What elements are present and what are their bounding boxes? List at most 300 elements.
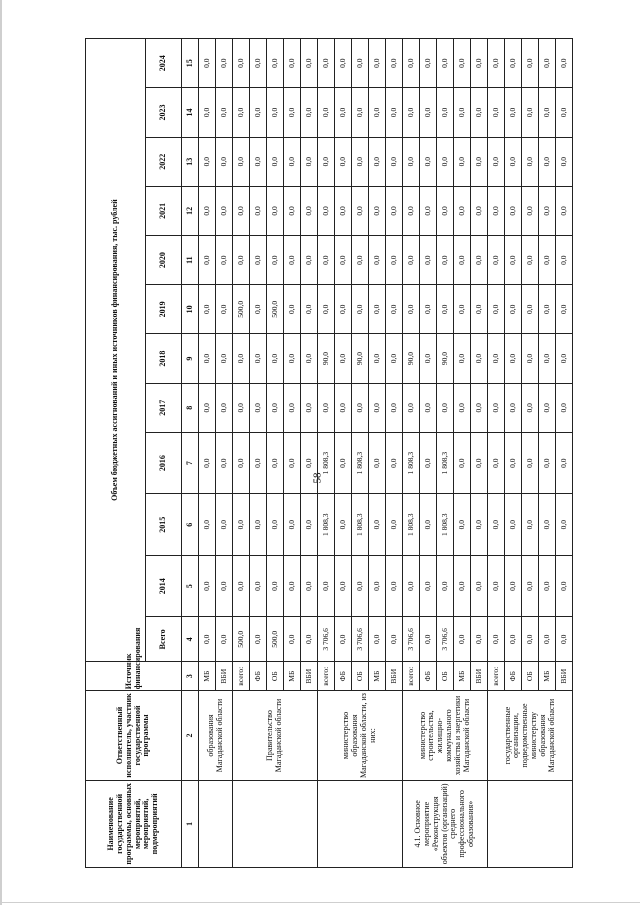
total-cell: 3 706,6 <box>403 617 420 662</box>
value-cell: 0,0 <box>556 285 573 334</box>
value-cell: 0,0 <box>250 39 267 88</box>
value-cell: 0,0 <box>539 334 556 383</box>
value-cell: 0,0 <box>386 334 403 383</box>
value-cell: 0,0 <box>403 555 420 617</box>
value-cell: 0,0 <box>199 494 216 556</box>
value-cell: 0,0 <box>369 39 386 88</box>
value-cell: 0,0 <box>471 555 488 617</box>
total-cell: 0,0 <box>505 617 522 662</box>
event-name-cell <box>199 780 233 867</box>
total-cell: 3 706,6 <box>318 617 335 662</box>
value-cell: 0,0 <box>386 88 403 137</box>
total-cell: 500,0 <box>267 617 284 662</box>
value-cell: 0,0 <box>556 88 573 137</box>
value-cell: 0,0 <box>369 186 386 235</box>
value-cell: 0,0 <box>250 494 267 556</box>
value-cell: 0,0 <box>471 334 488 383</box>
value-cell: 0,0 <box>386 432 403 494</box>
value-cell: 0,0 <box>284 88 301 137</box>
value-cell: 0,0 <box>267 494 284 556</box>
value-cell: 0,0 <box>335 285 352 334</box>
value-cell: 0,0 <box>471 186 488 235</box>
value-cell: 0,0 <box>471 88 488 137</box>
value-cell: 1 808,3 <box>318 494 335 556</box>
total-cell: 0,0 <box>488 617 505 662</box>
value-cell: 0,0 <box>369 555 386 617</box>
value-cell: 0,0 <box>250 285 267 334</box>
header-name: Наименование государственной программы, основных мероприятий, мероприятий, подмероприятий <box>86 780 182 867</box>
value-cell: 0,0 <box>539 137 556 186</box>
value-cell: 0,0 <box>454 383 471 432</box>
value-cell: 0,0 <box>420 285 437 334</box>
value-cell: 0,0 <box>556 236 573 285</box>
value-cell: 0,0 <box>403 39 420 88</box>
value-cell: 0,0 <box>250 383 267 432</box>
source-cell: ФБ <box>335 662 352 691</box>
value-cell: 0,0 <box>539 555 556 617</box>
value-cell: 0,0 <box>420 383 437 432</box>
value-cell: 0,0 <box>369 285 386 334</box>
value-cell: 0,0 <box>250 186 267 235</box>
source-cell: МБ <box>539 662 556 691</box>
executor-cell: образования Магаданской области <box>199 691 233 780</box>
source-cell: всего: <box>233 662 250 691</box>
value-cell: 0,0 <box>420 39 437 88</box>
total-cell: 3 706,6 <box>437 617 454 662</box>
value-cell: 0,0 <box>539 432 556 494</box>
value-cell: 0,0 <box>352 555 369 617</box>
value-cell: 0,0 <box>556 383 573 432</box>
table-row <box>403 39 420 868</box>
total-cell: 0,0 <box>454 617 471 662</box>
value-cell: 0,0 <box>301 186 318 235</box>
value-cell: 0,0 <box>403 137 420 186</box>
column-number: 13 <box>182 137 199 186</box>
value-cell: 0,0 <box>369 432 386 494</box>
value-cell: 0,0 <box>301 137 318 186</box>
source-cell: ОБ <box>522 662 539 691</box>
value-cell: 0,0 <box>199 88 216 137</box>
table-row <box>488 39 505 868</box>
value-cell: 0,0 <box>471 383 488 432</box>
value-cell: 0,0 <box>437 39 454 88</box>
value-cell: 0,0 <box>386 555 403 617</box>
value-cell: 0,0 <box>301 494 318 556</box>
page-number: 58 <box>311 472 324 484</box>
value-cell: 0,0 <box>352 137 369 186</box>
value-cell: 0,0 <box>556 555 573 617</box>
value-cell: 0,0 <box>386 186 403 235</box>
value-cell: 0,0 <box>301 285 318 334</box>
value-cell: 0,0 <box>199 285 216 334</box>
value-cell: 0,0 <box>301 334 318 383</box>
column-number: 9 <box>182 334 199 383</box>
value-cell: 0,0 <box>539 494 556 556</box>
total-cell: 0,0 <box>471 617 488 662</box>
executor-cell: министерство строительства, жилищно-коммунального хозяйства и энергетики Магаданской области <box>403 691 488 780</box>
source-cell: ВБИ <box>556 662 573 691</box>
value-cell: 1 808,3 <box>403 432 420 494</box>
event-name-cell <box>488 780 573 867</box>
column-number: 3 <box>182 662 199 691</box>
value-cell: 0,0 <box>233 334 250 383</box>
budget-table <box>85 38 573 868</box>
value-cell: 0,0 <box>454 555 471 617</box>
value-cell: 0,0 <box>216 137 233 186</box>
source-cell: ВБИ <box>471 662 488 691</box>
header-source: Источник финансирования <box>86 662 182 691</box>
value-cell: 0,0 <box>267 137 284 186</box>
table-row <box>318 39 335 868</box>
value-cell: 1 808,3 <box>403 494 420 556</box>
value-cell: 0,0 <box>335 186 352 235</box>
source-cell: ВБИ <box>386 662 403 691</box>
value-cell: 0,0 <box>335 39 352 88</box>
column-number: 8 <box>182 383 199 432</box>
value-cell: 0,0 <box>369 88 386 137</box>
value-cell: 0,0 <box>556 494 573 556</box>
value-cell: 0,0 <box>335 494 352 556</box>
value-cell: 0,0 <box>386 236 403 285</box>
value-cell: 0,0 <box>454 432 471 494</box>
value-cell: 0,0 <box>420 555 437 617</box>
value-cell: 0,0 <box>454 186 471 235</box>
value-cell: 0,0 <box>335 88 352 137</box>
source-cell: ВБИ <box>216 662 233 691</box>
source-cell: ОБ <box>267 662 284 691</box>
column-number: 12 <box>182 186 199 235</box>
value-cell: 0,0 <box>318 555 335 617</box>
value-cell: 0,0 <box>335 383 352 432</box>
value-cell: 0,0 <box>335 137 352 186</box>
value-cell: 0,0 <box>437 555 454 617</box>
value-cell: 0,0 <box>284 383 301 432</box>
value-cell: 0,0 <box>420 88 437 137</box>
source-cell: МБ <box>369 662 386 691</box>
total-cell: 0,0 <box>386 617 403 662</box>
value-cell: 0,0 <box>301 432 318 494</box>
value-cell: 0,0 <box>250 555 267 617</box>
event-name-cell <box>318 780 403 867</box>
value-cell: 0,0 <box>471 236 488 285</box>
value-cell: 0,0 <box>318 236 335 285</box>
value-cell: 0,0 <box>420 432 437 494</box>
source-cell: ФБ <box>250 662 267 691</box>
column-number: 1 <box>182 780 199 867</box>
value-cell: 0,0 <box>437 285 454 334</box>
value-cell: 500,0 <box>267 285 284 334</box>
value-cell: 0,0 <box>335 555 352 617</box>
event-name-cell: 4.1. Основное мероприятие «Реконструкция объектов (организаций) среднего профессионального образования» <box>403 780 488 867</box>
value-cell: 0,0 <box>233 383 250 432</box>
value-cell: 0,0 <box>267 383 284 432</box>
header-executor: Ответственный исполнитель, участник государственной программы <box>86 691 182 780</box>
total-cell: 0,0 <box>539 617 556 662</box>
value-cell: 0,0 <box>352 236 369 285</box>
value-cell: 0,0 <box>403 285 420 334</box>
value-cell: 0,0 <box>420 494 437 556</box>
total-cell: 500,0 <box>233 617 250 662</box>
value-cell: 0,0 <box>267 555 284 617</box>
value-cell: 0,0 <box>539 383 556 432</box>
value-cell: 0,0 <box>352 88 369 137</box>
value-cell: 0,0 <box>216 186 233 235</box>
value-cell: 0,0 <box>522 88 539 137</box>
value-cell: 0,0 <box>250 236 267 285</box>
value-cell: 0,0 <box>488 432 505 494</box>
value-cell: 0,0 <box>437 88 454 137</box>
value-cell: 0,0 <box>369 383 386 432</box>
value-cell: 0,0 <box>522 285 539 334</box>
value-cell: 0,0 <box>420 186 437 235</box>
value-cell: 0,0 <box>505 285 522 334</box>
value-cell: 0,0 <box>522 137 539 186</box>
source-cell: ОБ <box>437 662 454 691</box>
value-cell: 0,0 <box>284 334 301 383</box>
value-cell: 0,0 <box>556 432 573 494</box>
source-cell: всего: <box>403 662 420 691</box>
value-cell: 0,0 <box>352 186 369 235</box>
value-cell: 0,0 <box>522 236 539 285</box>
header-year: 2024 <box>146 39 182 88</box>
value-cell: 0,0 <box>488 88 505 137</box>
value-cell: 0,0 <box>301 555 318 617</box>
value-cell: 90,0 <box>437 334 454 383</box>
value-cell: 0,0 <box>318 88 335 137</box>
value-cell: 0,0 <box>556 186 573 235</box>
value-cell: 0,0 <box>284 555 301 617</box>
value-cell: 0,0 <box>216 494 233 556</box>
value-cell: 0,0 <box>216 383 233 432</box>
value-cell: 0,0 <box>437 383 454 432</box>
value-cell: 0,0 <box>505 186 522 235</box>
value-cell: 0,0 <box>352 39 369 88</box>
value-cell: 0,0 <box>556 334 573 383</box>
value-cell: 0,0 <box>216 555 233 617</box>
value-cell: 0,0 <box>420 236 437 285</box>
value-cell: 0,0 <box>233 137 250 186</box>
value-cell: 0,0 <box>199 137 216 186</box>
header-volume: Объем бюджетных ассигнований и иных источников финансирования, тыс. рублей <box>86 39 146 662</box>
event-name-cell <box>233 780 318 867</box>
value-cell: 0,0 <box>522 334 539 383</box>
value-cell: 0,0 <box>301 236 318 285</box>
value-cell: 0,0 <box>522 494 539 556</box>
value-cell: 0,0 <box>233 432 250 494</box>
value-cell: 0,0 <box>267 39 284 88</box>
value-cell: 0,0 <box>386 383 403 432</box>
table-row <box>233 39 250 868</box>
total-cell: 0,0 <box>250 617 267 662</box>
value-cell: 0,0 <box>284 186 301 235</box>
value-cell: 0,0 <box>284 236 301 285</box>
value-cell: 0,0 <box>454 88 471 137</box>
total-cell: 0,0 <box>556 617 573 662</box>
value-cell: 0,0 <box>522 432 539 494</box>
total-cell: 0,0 <box>335 617 352 662</box>
value-cell: 0,0 <box>199 555 216 617</box>
value-cell: 0,0 <box>352 383 369 432</box>
value-cell: 0,0 <box>284 137 301 186</box>
value-cell: 0,0 <box>233 186 250 235</box>
column-number: 7 <box>182 432 199 494</box>
scan-edge-bottom <box>0 902 640 903</box>
value-cell: 0,0 <box>369 236 386 285</box>
value-cell: 0,0 <box>505 432 522 494</box>
value-cell: 0,0 <box>420 334 437 383</box>
source-cell: всего: <box>318 662 335 691</box>
value-cell: 0,0 <box>539 236 556 285</box>
total-cell: 0,0 <box>369 617 386 662</box>
value-cell: 0,0 <box>556 137 573 186</box>
value-cell: 0,0 <box>522 383 539 432</box>
column-number: 5 <box>182 555 199 617</box>
column-number: 11 <box>182 236 199 285</box>
value-cell: 0,0 <box>471 285 488 334</box>
value-cell: 0,0 <box>318 383 335 432</box>
value-cell: 0,0 <box>216 88 233 137</box>
value-cell: 0,0 <box>267 186 284 235</box>
value-cell: 0,0 <box>386 285 403 334</box>
column-number: 6 <box>182 494 199 556</box>
value-cell: 0,0 <box>522 186 539 235</box>
value-cell: 0,0 <box>539 186 556 235</box>
column-number: 10 <box>182 285 199 334</box>
value-cell: 0,0 <box>539 39 556 88</box>
budget-body <box>199 39 573 868</box>
value-cell: 0,0 <box>267 236 284 285</box>
value-cell: 0,0 <box>369 137 386 186</box>
value-cell: 0,0 <box>471 494 488 556</box>
value-cell: 0,0 <box>454 494 471 556</box>
value-cell: 0,0 <box>233 494 250 556</box>
value-cell: 0,0 <box>437 186 454 235</box>
value-cell: 0,0 <box>471 39 488 88</box>
source-cell: ФБ <box>420 662 437 691</box>
header-year: 2022 <box>146 137 182 186</box>
header-year: 2014 <box>146 555 182 617</box>
total-cell: 0,0 <box>216 617 233 662</box>
value-cell: 0,0 <box>403 186 420 235</box>
source-cell: ФБ <box>505 662 522 691</box>
value-cell: 0,0 <box>233 555 250 617</box>
value-cell: 0,0 <box>233 88 250 137</box>
value-cell: 0,0 <box>488 236 505 285</box>
value-cell: 0,0 <box>250 88 267 137</box>
value-cell: 1 808,3 <box>437 494 454 556</box>
value-cell: 500,0 <box>233 285 250 334</box>
value-cell: 0,0 <box>318 137 335 186</box>
value-cell: 0,0 <box>488 334 505 383</box>
rotated-page <box>85 38 625 868</box>
value-cell: 0,0 <box>403 383 420 432</box>
value-cell: 0,0 <box>505 334 522 383</box>
total-cell: 0,0 <box>284 617 301 662</box>
header-year: 2023 <box>146 88 182 137</box>
value-cell: 0,0 <box>318 39 335 88</box>
value-cell: 0,0 <box>199 432 216 494</box>
value-cell: 0,0 <box>267 432 284 494</box>
value-cell: 0,0 <box>437 236 454 285</box>
value-cell: 0,0 <box>386 494 403 556</box>
value-cell: 90,0 <box>352 334 369 383</box>
value-cell: 0,0 <box>233 236 250 285</box>
total-cell: 0,0 <box>199 617 216 662</box>
value-cell: 0,0 <box>216 39 233 88</box>
value-cell: 0,0 <box>505 88 522 137</box>
value-cell: 0,0 <box>233 39 250 88</box>
value-cell: 0,0 <box>352 285 369 334</box>
total-cell: 0,0 <box>420 617 437 662</box>
value-cell: 0,0 <box>386 137 403 186</box>
value-cell: 0,0 <box>216 236 233 285</box>
value-cell: 0,0 <box>488 383 505 432</box>
value-cell: 90,0 <box>318 334 335 383</box>
value-cell: 0,0 <box>284 39 301 88</box>
value-cell: 0,0 <box>403 88 420 137</box>
header-year: 2016 <box>146 432 182 494</box>
value-cell: 0,0 <box>505 39 522 88</box>
source-cell: МБ <box>199 662 216 691</box>
value-cell: 0,0 <box>301 39 318 88</box>
value-cell: 0,0 <box>454 137 471 186</box>
column-number: 2 <box>182 691 199 780</box>
value-cell: 0,0 <box>437 137 454 186</box>
value-cell: 0,0 <box>369 334 386 383</box>
value-cell: 0,0 <box>488 494 505 556</box>
value-cell: 0,0 <box>301 88 318 137</box>
value-cell: 0,0 <box>199 334 216 383</box>
value-cell: 0,0 <box>505 137 522 186</box>
value-cell: 1 808,3 <box>318 432 335 494</box>
value-cell: 0,0 <box>250 432 267 494</box>
header-year: 2020 <box>146 236 182 285</box>
executor-cell: Правительство Магаданской области <box>233 691 318 780</box>
value-cell: 90,0 <box>403 334 420 383</box>
value-cell: 0,0 <box>539 285 556 334</box>
value-cell: 0,0 <box>267 88 284 137</box>
value-cell: 0,0 <box>454 236 471 285</box>
header-year: 2021 <box>146 186 182 235</box>
column-number: 4 <box>182 617 199 662</box>
value-cell: 0,0 <box>386 39 403 88</box>
value-cell: 0,0 <box>471 137 488 186</box>
column-number: 15 <box>182 39 199 88</box>
header-year: 2019 <box>146 285 182 334</box>
value-cell: 0,0 <box>284 285 301 334</box>
total-cell: 0,0 <box>301 617 318 662</box>
value-cell: 0,0 <box>267 334 284 383</box>
value-cell: 0,0 <box>199 383 216 432</box>
value-cell: 0,0 <box>250 334 267 383</box>
value-cell: 0,0 <box>284 494 301 556</box>
value-cell: 0,0 <box>216 285 233 334</box>
value-cell: 0,0 <box>488 137 505 186</box>
source-cell: МБ <box>284 662 301 691</box>
value-cell: 0,0 <box>335 432 352 494</box>
value-cell: 0,0 <box>522 555 539 617</box>
value-cell: 0,0 <box>284 432 301 494</box>
total-cell: 3 706,6 <box>352 617 369 662</box>
header-year: 2015 <box>146 494 182 556</box>
value-cell: 0,0 <box>318 285 335 334</box>
value-cell: 0,0 <box>199 186 216 235</box>
value-cell: 0,0 <box>318 186 335 235</box>
table-row <box>199 39 216 868</box>
value-cell: 0,0 <box>216 432 233 494</box>
value-cell: 0,0 <box>539 88 556 137</box>
value-cell: 0,0 <box>199 39 216 88</box>
